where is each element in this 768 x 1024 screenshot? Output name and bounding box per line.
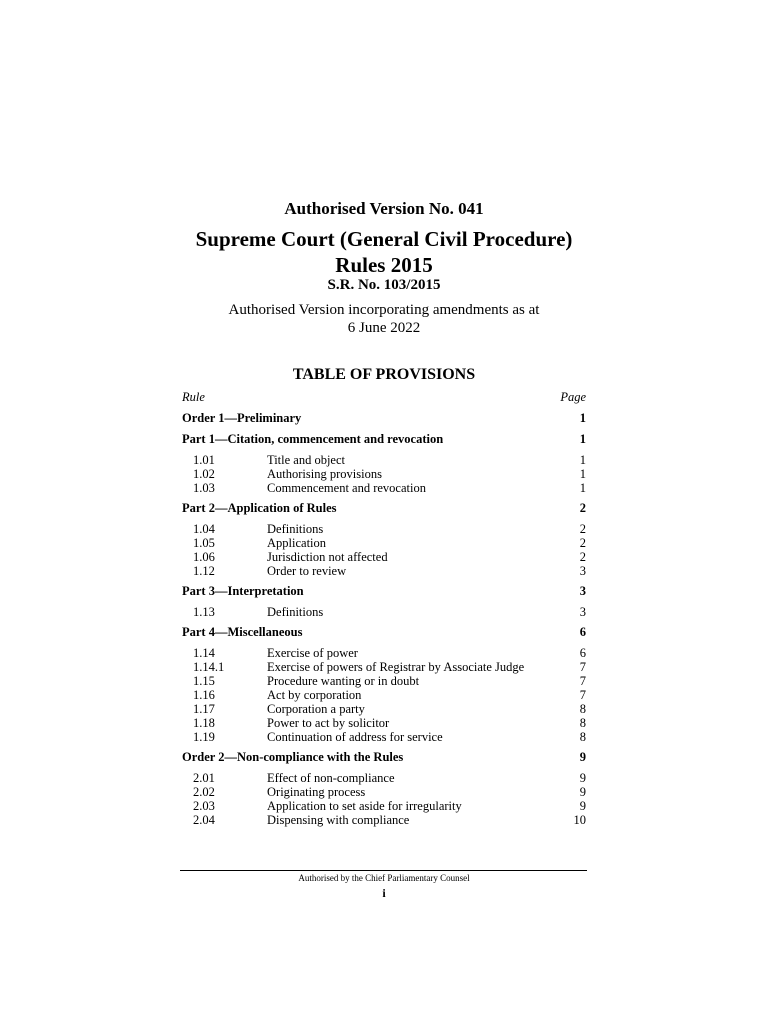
toc-entry[interactable] <box>182 605 586 619</box>
toc-entry-number: 2.02 <box>193 785 215 799</box>
toc-entry[interactable] <box>182 550 586 564</box>
toc-entry-list <box>182 453 586 495</box>
toc-entry-page: 2 <box>579 536 586 550</box>
footer-authority: Authorised by the Chief Parliamentary Counsel <box>298 873 470 883</box>
toc-group-heading[interactable] <box>182 432 586 447</box>
toc-entry-title: Jurisdiction not affected <box>267 550 388 564</box>
toc-entry-number: 1.13 <box>193 605 215 619</box>
toc-group-heading[interactable] <box>182 584 586 599</box>
toc-entry-number: 1.14 <box>193 646 215 660</box>
amendment-note <box>0 301 768 337</box>
toc-entry-list <box>182 771 586 827</box>
toc-entry-page: 7 <box>579 660 586 674</box>
toc-entry-title: Effect of non-compliance <box>267 771 395 785</box>
page-number: i <box>382 886 386 900</box>
toc-entry-title: Order to review <box>267 564 347 578</box>
sr-number: S.R. No. 103/2015 <box>327 277 441 293</box>
toc-entry[interactable] <box>182 730 586 744</box>
toc-entry-list <box>182 646 586 744</box>
toc-column-headers <box>182 390 586 405</box>
toc-group-page: 1 <box>579 432 586 446</box>
toc-entry-number: 1.15 <box>193 674 215 688</box>
toc-group-page: 6 <box>579 625 586 639</box>
toc-group-title: Part 2—Application of Rules <box>182 501 337 515</box>
toc-entry-title: Procedure wanting or in doubt <box>267 674 420 688</box>
toc-entry-title: Commencement and revocation <box>267 481 426 495</box>
toc-entry-number: 1.05 <box>193 536 215 550</box>
amendment-line-1: Authorised Version incorporating amendments as at <box>228 302 540 318</box>
toc-entry[interactable] <box>182 799 586 813</box>
toc-group-title: Part 4—Miscellaneous <box>182 625 303 639</box>
toc-entry[interactable] <box>182 467 586 481</box>
toc-entry-number: 1.02 <box>193 467 215 481</box>
toc-entry-page: 2 <box>579 550 586 564</box>
toc-entry-page: 7 <box>579 688 586 702</box>
toc-entry-page: 10 <box>573 813 586 827</box>
footer-divider <box>180 870 587 871</box>
amendment-date: 6 June 2022 <box>347 320 421 336</box>
title-line-2: Rules 2015 <box>335 253 433 277</box>
toc-entry-number: 1.19 <box>193 730 215 744</box>
toc-entry-page: 3 <box>579 605 586 619</box>
toc-group-heading[interactable] <box>182 625 586 640</box>
toc-entry-title: Originating process <box>267 785 366 799</box>
toc-entry[interactable] <box>182 536 586 550</box>
toc-group-page: 2 <box>579 501 586 515</box>
toc-group-title: Order 1—Preliminary <box>182 411 302 425</box>
toc-entry-title: Power to act by solicitor <box>267 716 390 730</box>
document-title <box>0 226 768 278</box>
toc-entry-page: 8 <box>579 716 586 730</box>
toc-entry[interactable] <box>182 813 586 827</box>
toc-entry[interactable] <box>182 674 586 688</box>
toc-entry-page: 9 <box>579 785 586 799</box>
toc-entry-title: Dispensing with compliance <box>267 813 410 827</box>
toc-group-heading[interactable] <box>182 750 586 765</box>
toc-entry-page: 6 <box>579 646 586 660</box>
toc-entry-number: 1.18 <box>193 716 215 730</box>
toc-group-page: 3 <box>579 584 586 598</box>
toc-group-title: Part 3—Interpretation <box>182 584 304 598</box>
toc-group-heading[interactable] <box>182 411 586 426</box>
toc-entry-title: Corporation a party <box>267 702 365 716</box>
toc-entry-number: 2.01 <box>193 771 215 785</box>
toc-entry-title: Title and object <box>267 453 346 467</box>
toc-entry-title: Exercise of powers of Registrar by Associate Judge <box>267 660 525 674</box>
title-line-1: Supreme Court (General Civil Procedure) <box>195 227 573 251</box>
toc-group-page: 9 <box>579 750 586 764</box>
toc-entry[interactable] <box>182 688 586 702</box>
toc-entry-number: 2.04 <box>193 813 215 827</box>
toc-entry-page: 1 <box>579 467 586 481</box>
rule-column-header: Rule <box>182 390 205 404</box>
toc-entry-title: Continuation of address for service <box>267 730 443 744</box>
toc-entry-title: Authorising provisions <box>267 467 382 481</box>
toc-entry[interactable] <box>182 771 586 785</box>
toc-entry-page: 1 <box>579 453 586 467</box>
toc-entry-page: 7 <box>579 674 586 688</box>
toc-group-title: Part 1—Citation, commencement and revocation <box>182 432 444 446</box>
toc-entry-number: 1.12 <box>193 564 215 578</box>
page-column-header: Page <box>560 390 586 404</box>
toc-entry[interactable] <box>182 564 586 578</box>
toc-entry-title: Application <box>267 536 327 550</box>
toc-group-page: 1 <box>579 411 586 425</box>
toc-entry-page: 3 <box>579 564 586 578</box>
toc-entry-number: 2.03 <box>193 799 215 813</box>
toc-entry[interactable] <box>182 785 586 799</box>
toc-group-heading[interactable] <box>182 501 586 516</box>
toc-entry[interactable] <box>182 481 586 495</box>
toc-entry-title: Definitions <box>267 522 324 536</box>
toc-entry-number: 1.03 <box>193 481 215 495</box>
toc-entry-list <box>182 522 586 578</box>
toc-entry-page: 8 <box>579 730 586 744</box>
toc-entry-number: 1.16 <box>193 688 215 702</box>
toc-entry-page: 9 <box>579 771 586 785</box>
toc-entry-page: 8 <box>579 702 586 716</box>
toc-entry[interactable] <box>182 702 586 716</box>
toc-entry-number: 1.06 <box>193 550 215 564</box>
toc-entry-title: Application to set aside for irregularity <box>267 799 462 813</box>
toc-entry-title: Exercise of power <box>267 646 358 660</box>
toc-entry-page: 2 <box>579 522 586 536</box>
toc-entry-number: 1.01 <box>193 453 215 467</box>
toc-entry-page: 9 <box>579 799 586 813</box>
toc-entry-number: 1.04 <box>193 522 215 536</box>
toc-entry-list <box>182 605 586 619</box>
toc-group-title: Order 2—Non-compliance with the Rules <box>182 750 404 764</box>
toc-entry[interactable] <box>182 453 586 467</box>
toc-entry[interactable] <box>182 716 586 730</box>
toc-entry-title: Act by corporation <box>267 688 362 702</box>
toc-entry-number: 1.17 <box>193 702 215 716</box>
toc-entry-page: 1 <box>579 481 586 495</box>
toc-entry[interactable] <box>182 522 586 536</box>
toc-entry-title: Definitions <box>267 605 324 619</box>
toc-entry[interactable] <box>182 660 586 674</box>
authorised-version: Authorised Version No. 041 <box>284 199 484 218</box>
toc-heading: TABLE OF PROVISIONS <box>292 366 476 383</box>
toc-entry[interactable] <box>182 646 586 660</box>
table-of-provisions <box>182 390 586 833</box>
toc-entry-number: 1.14.1 <box>193 660 225 674</box>
